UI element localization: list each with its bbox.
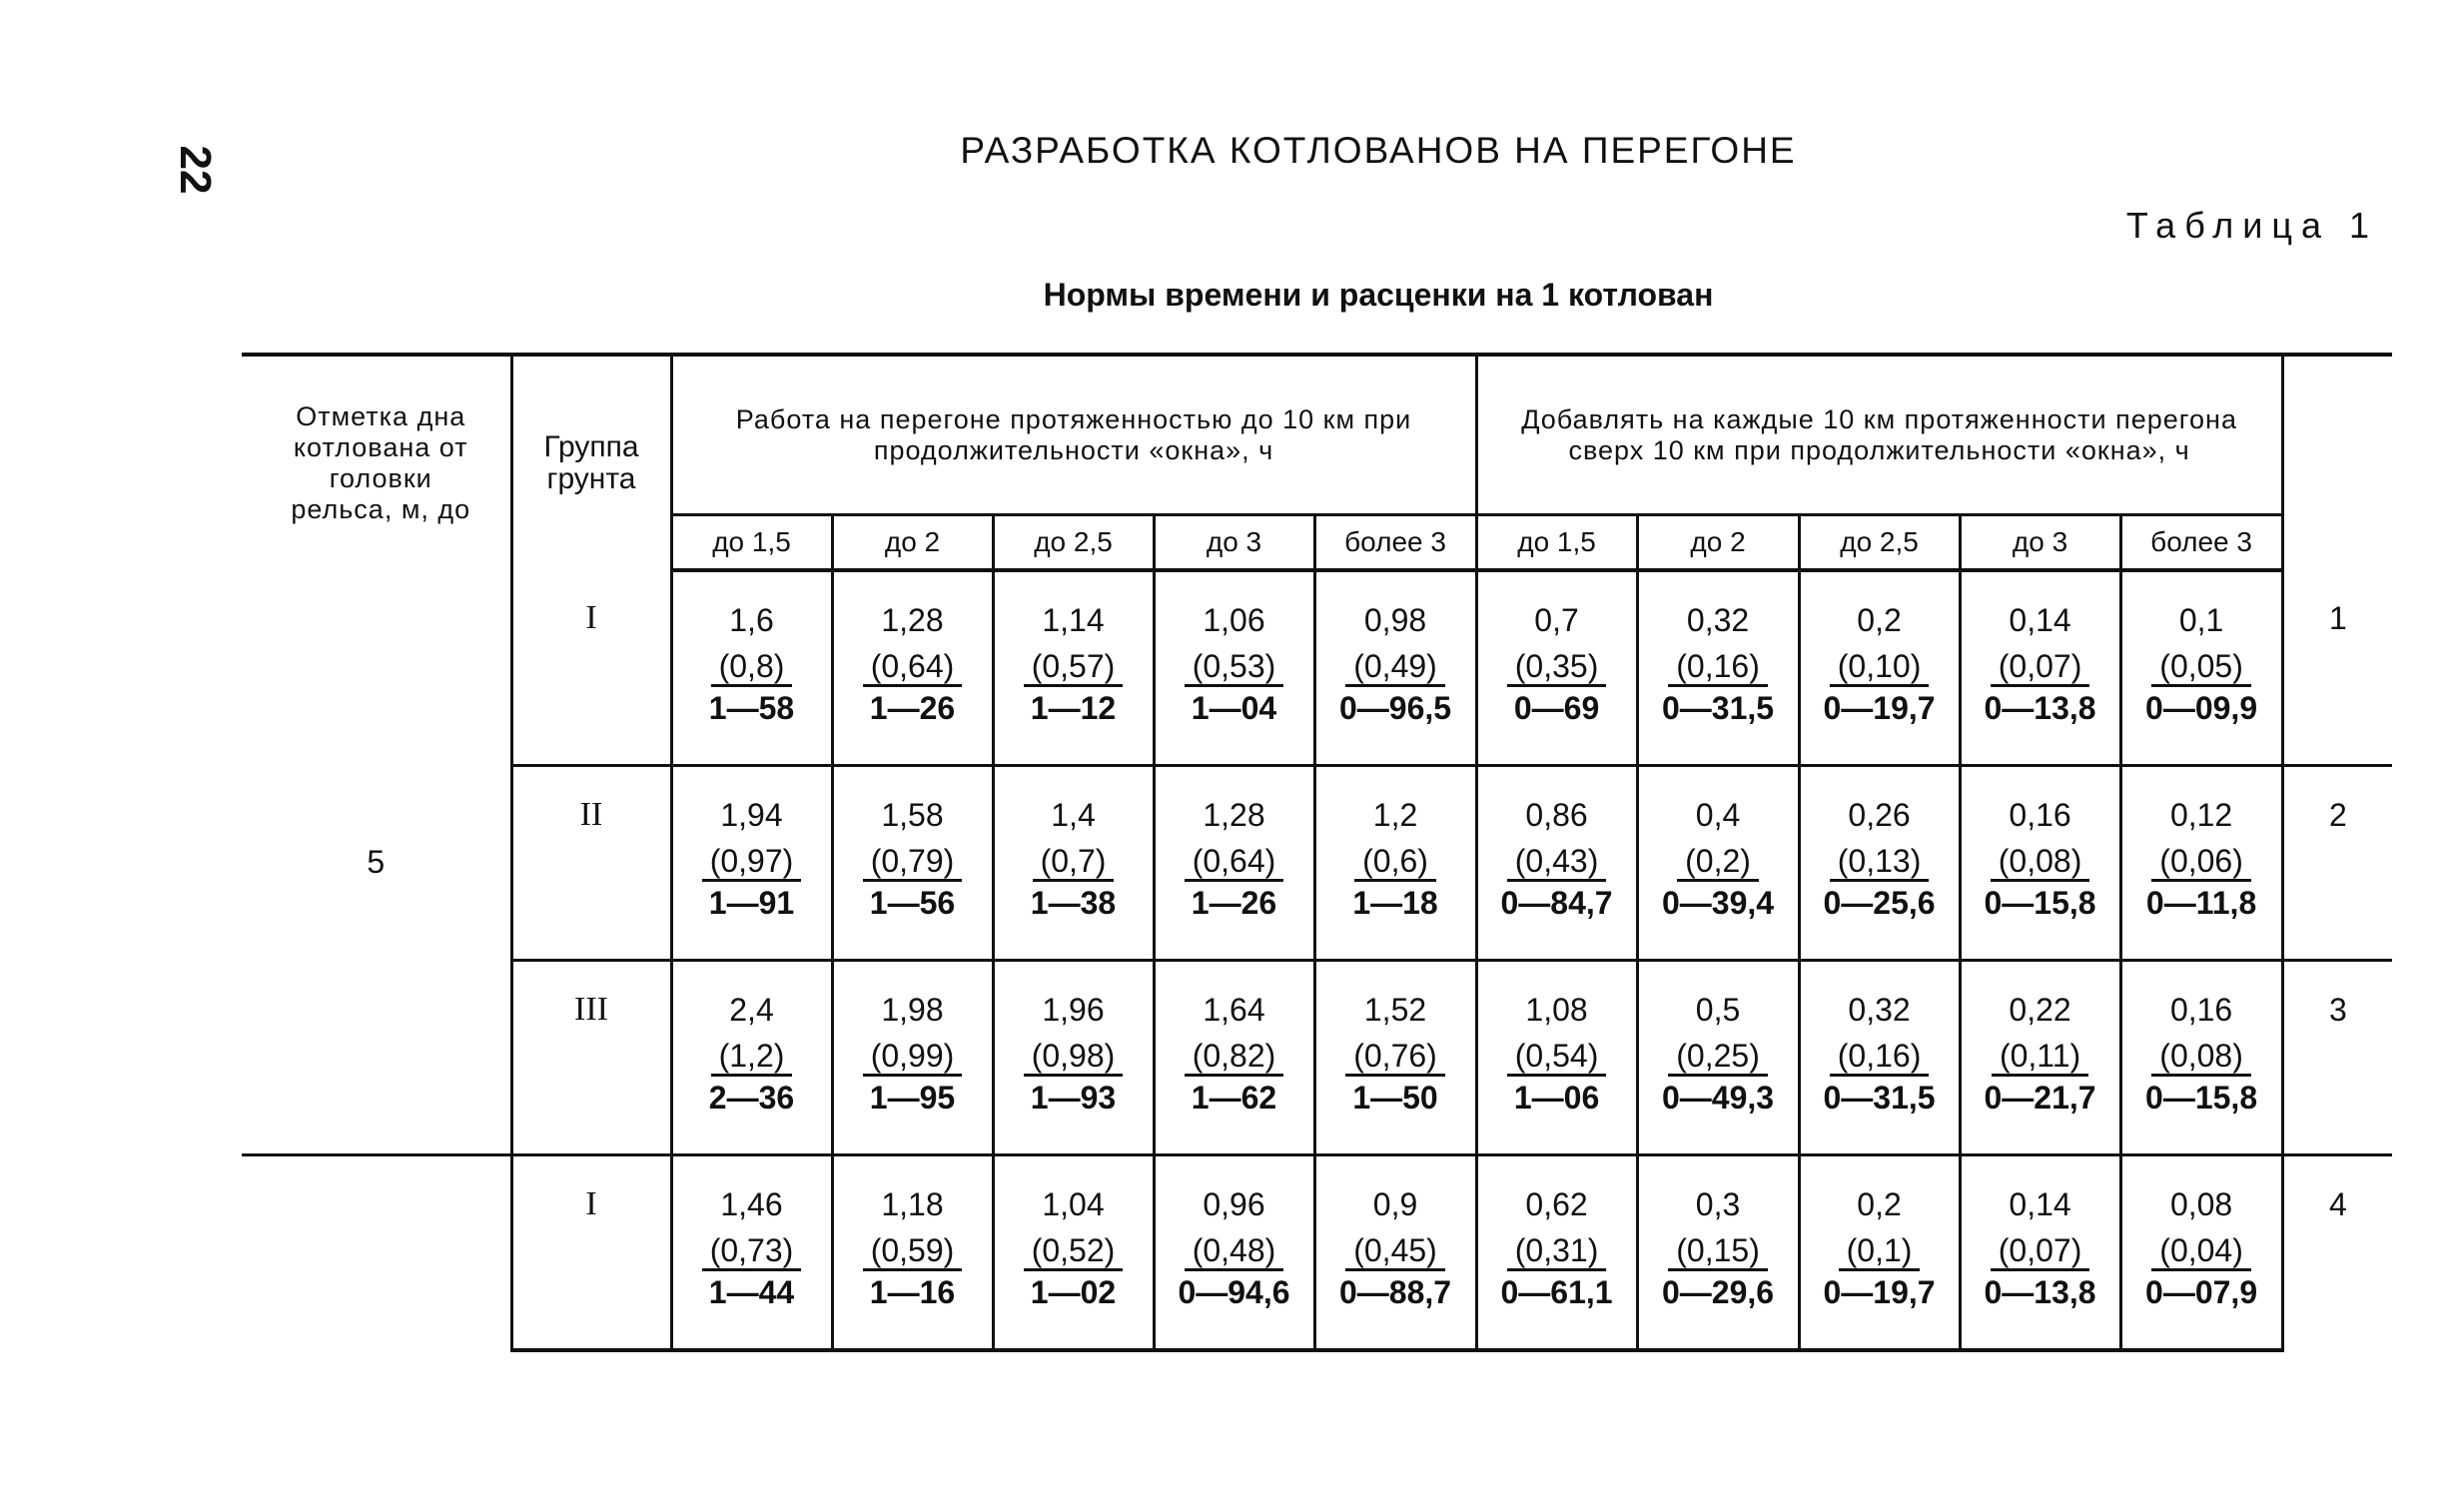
value-cell: 0,22 (0,11) 0—21,7 [1960, 961, 2120, 1155]
value-cell: 1,52 (0,76) 1—50 [1314, 961, 1476, 1155]
value-cell: 1,28 (0,64) 1—26 [832, 570, 993, 766]
row-number-cell: 2 [2282, 766, 2392, 961]
value-cell: 0,5 (0,25) 0—49,3 [1637, 961, 1799, 1155]
value-cell: 1,06 (0,53) 1—04 [1154, 570, 1314, 766]
value-cell: 0,32 (0,16) 0—31,5 [1637, 570, 1799, 766]
value-cell: 0,26 (0,13) 0—25,6 [1799, 766, 1960, 961]
value-cell: 1,2 (0,6) 1—18 [1314, 766, 1476, 961]
group-cell: II [511, 766, 671, 961]
value-cell: 0,62 (0,31) 0—61,1 [1476, 1155, 1637, 1351]
sub-header: до 2,5 [993, 515, 1154, 571]
value-cell: 1,6 (0,8) 1—58 [671, 570, 832, 766]
value-cell: 2,4 (1,2) 2—36 [671, 961, 832, 1155]
value-cell: 0,86 (0,43) 0—84,7 [1476, 766, 1637, 961]
value-cell: 0,32 (0,16) 0—31,5 [1799, 961, 1960, 1155]
value-cell: 1,4 (0,7) 1—38 [993, 766, 1154, 961]
value-cell: 0,16 (0,08) 0—15,8 [2120, 961, 2282, 1155]
value-cell: 0,16 (0,08) 0—15,8 [1960, 766, 2120, 961]
value-cell: 1,58 (0,79) 1—56 [832, 766, 993, 961]
value-cell: 1,28 (0,64) 1—26 [1154, 766, 1314, 961]
value-cell: 1,64 (0,82) 1—62 [1154, 961, 1314, 1155]
row-number-cell: 1 [2282, 570, 2392, 766]
page-number: 22 [171, 145, 220, 195]
group-column-header: Группа грунта [511, 355, 671, 570]
value-cell: 0,2 (0,1) 0—19,7 [1799, 1155, 1960, 1351]
section1-header: Работа на перегоне протяженностью до 10 км при продолжительности «окна», ч [671, 355, 1476, 515]
value-cell: 0,08 (0,04) 0—07,9 [2120, 1155, 2282, 1351]
sub-header: до 1,5 [671, 515, 832, 571]
norms-table [242, 353, 2392, 1352]
value-cell: 1,98 (0,99) 1—95 [832, 961, 993, 1155]
value-cell: 0,3 (0,15) 0—29,6 [1637, 1155, 1799, 1351]
value-cell: 1,96 (0,98) 1—93 [993, 961, 1154, 1155]
sub-header: до 1,5 [1476, 515, 1637, 571]
value-cell: 1,08 (0,54) 1—06 [1476, 961, 1637, 1155]
sub-header: более 3 [2120, 515, 2282, 571]
section2-header: Добавлять на каждые 10 км протяженности перегона сверх 10 км при продолжительности «окна», ч [1476, 355, 2282, 515]
value-cell: 0,7 (0,35) 0—69 [1476, 570, 1637, 766]
value-cell: 0,12 (0,06) 0—11,8 [2120, 766, 2282, 961]
table-row [242, 766, 2392, 961]
value-cell: 1,94 (0,97) 1—91 [671, 766, 832, 961]
sub-header: до 3 [1154, 515, 1314, 571]
value-cell: 0,14 (0,07) 0—13,8 [1960, 570, 2120, 766]
row-number-column-header [2282, 355, 2392, 570]
sub-header: до 2,5 [1799, 515, 1960, 571]
value-cell: 0,96 (0,48) 0—94,6 [1154, 1155, 1314, 1351]
group-cell: I [511, 1155, 671, 1351]
value-cell: 0,4 (0,2) 0—39,4 [1637, 766, 1799, 961]
table-row [242, 961, 2392, 1155]
group-cell: I [511, 570, 671, 766]
value-cell: 1,46 (0,73) 1—44 [671, 1155, 832, 1351]
table-label: Таблица 1 [2125, 205, 2378, 246]
sub-header: более 3 [1314, 515, 1476, 571]
page-title: РАЗРАБОТКА КОТЛОВАНОВ НА ПЕРЕГОНЕ [960, 130, 1797, 171]
sub-header: до 2 [832, 515, 993, 571]
sub-header: до 3 [1960, 515, 2120, 571]
value-cell: 0,9 (0,45) 0—88,7 [1314, 1155, 1476, 1351]
table-row [242, 570, 2392, 766]
value-cell: 0,14 (0,07) 0—13,8 [1960, 1155, 2120, 1351]
value-cell: 0,2 (0,10) 0—19,7 [1799, 570, 1960, 766]
depth-cell-empty [242, 1155, 511, 1351]
group-cell: III [511, 961, 671, 1155]
value-cell: 1,04 (0,52) 1—02 [993, 1155, 1154, 1351]
sub-header: до 2 [1637, 515, 1799, 571]
row-number-cell: 3 [2282, 961, 2392, 1155]
depth-cell: 5 [367, 843, 386, 880]
value-cell: 0,98 (0,49) 0—96,5 [1314, 570, 1476, 766]
table-row [242, 1155, 2392, 1351]
value-cell: 0,1 (0,05) 0—09,9 [2120, 570, 2282, 766]
row-number-cell: 4 [2282, 1155, 2392, 1351]
value-cell: 1,18 (0,59) 1—16 [832, 1155, 993, 1351]
depth-column-header: Отметка дна котлована от головки рельса, м, до [242, 355, 511, 570]
value-cell: 1,14 (0,57) 1—12 [993, 570, 1154, 766]
table-caption: Нормы времени и расценки на 1 котлован [1043, 277, 1714, 313]
